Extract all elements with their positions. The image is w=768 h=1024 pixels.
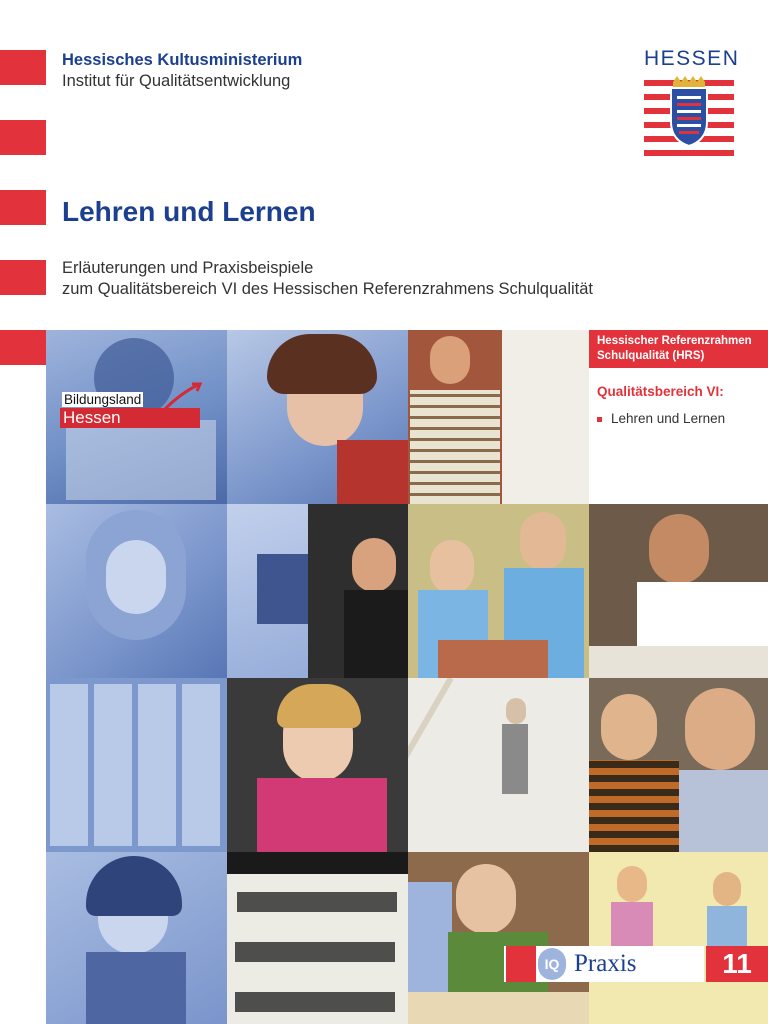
hrs-info-heading (589, 330, 768, 368)
swoosh-arrow-icon (162, 382, 202, 412)
red-side-tab (0, 260, 46, 295)
hrs-heading-line-2: Schulqualität (HRS) (597, 350, 705, 362)
photo-girl-smiling (227, 678, 408, 852)
bullet-square-icon (597, 417, 602, 422)
photo-girl-portrait (227, 330, 408, 504)
photo-teacher-board (408, 330, 589, 504)
page-subtitle (62, 258, 593, 300)
red-side-tab (0, 330, 46, 365)
page-title: Lehren und Lernen (62, 196, 316, 227)
iq-logo (506, 946, 568, 982)
series-name: Praxis (574, 950, 637, 977)
photo-subject-cards (46, 678, 227, 852)
quality-area-item-text: Lehren und Lernen (611, 411, 726, 426)
photo-woman-portrait (46, 852, 227, 1024)
iq-logo-text: IQ (538, 948, 566, 980)
series-number: 11 (706, 946, 768, 982)
badge-line-1: Bildungsland (64, 392, 142, 407)
photo-girl-headscarf (46, 504, 227, 678)
quality-area-item (597, 411, 725, 426)
institute-name: Institut für Qualitätsentwicklung (62, 72, 291, 90)
hessen-coat-of-arms-icon (644, 76, 734, 160)
photo-banner-glueck (227, 852, 408, 1024)
bildungsland-hessen-badge (58, 388, 204, 432)
red-side-tab (0, 50, 46, 85)
hrs-heading-line-1: Hessischer Referenzrahmen (597, 335, 752, 347)
subtitle-line-1: Erläuterungen und Praxisbeispiele (62, 259, 314, 277)
photo-boys-classroom (589, 678, 768, 852)
photo-children-drawings (589, 852, 768, 1024)
ministry-header (62, 50, 302, 92)
photo-wall-drawing (408, 678, 589, 852)
hessen-state-logo (644, 47, 740, 160)
hessen-wordmark: HESSEN (644, 47, 740, 70)
badge-line-2: Hessen (60, 408, 200, 428)
red-side-tab (0, 190, 46, 225)
iq-logo-red-block (506, 946, 536, 982)
quality-area-label: Qualitätsbereich VI: (597, 384, 724, 399)
red-side-tab (0, 120, 46, 155)
photo-girls-working (408, 852, 589, 1024)
photo-teen-studying (589, 504, 768, 678)
photo-young-man-laptop (308, 504, 408, 678)
photo-children-drumming (408, 504, 589, 678)
ministry-name: Hessisches Kultusministerium (62, 51, 303, 69)
subtitle-line-2: zum Qualitätsbereich VI des Hessischen Referenzrahmens Schulqualität (62, 280, 594, 298)
